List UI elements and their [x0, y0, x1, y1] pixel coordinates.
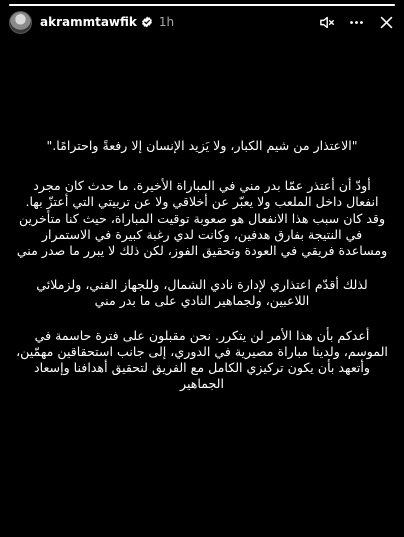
- close-icon[interactable]: [377, 13, 395, 31]
- verified-badge-icon: [141, 16, 153, 28]
- mute-speaker-icon[interactable]: [317, 13, 335, 31]
- story-text: [16, 138, 388, 410]
- paragraph-apology: أودّ أن أعتذر عمّا بدر مني في المباراة الأخيرة. ما حدث كان مجرد انفعال داخل الملعب ولا يعبّر عن أخلاقي ولا عن تربيتي التي أعتزّ بها. وقد كان سبب هذا الانفعال هو صعوبة توقيت المباراة، حيث كنا متأخرين في النتيجة بفارق هدفين، وكانت لدي رغبة كبيرة في الاستمرار ومساعدة فريقي في العودة وتحقيق الفوز، لكن ذلك لا يبرر ما صدر مني: [16, 178, 388, 259]
- quote-text: "الاعتذار من شيم الكبار، ولا يَزيد الإنسان إلا رفعةً واحترامًا.": [46, 138, 358, 153]
- username[interactable]: akrammtawfik: [40, 15, 137, 29]
- post-time: 1h: [158, 15, 175, 29]
- story-header: [9, 10, 395, 34]
- paragraph-promise: أعدكم بأن هذا الأمر لن يتكرر. نحن مقبلون على فترة حاسمة في الموسم، ولدينا مباراة مصيرية في الدوري، إلى جانب استحقاقين مهمّين، وأتعهد بأن يكون تركيزي الكامل مع الفريق لتحقيق أهدافنا وإسعاد الجماهير: [16, 327, 388, 392]
- avatar[interactable]: [9, 11, 32, 34]
- story-progress-bar: [9, 4, 395, 6]
- story-progress-fill: [9, 4, 395, 6]
- more-options-icon[interactable]: [347, 13, 365, 31]
- paragraph-thanks: لذلك أقدّم اعتذاري لإدارة نادي الشمال، وللجهاز الفني، ولزملائي اللاعبين، ولجماهير النادي على ما بدر مني: [36, 277, 368, 309]
